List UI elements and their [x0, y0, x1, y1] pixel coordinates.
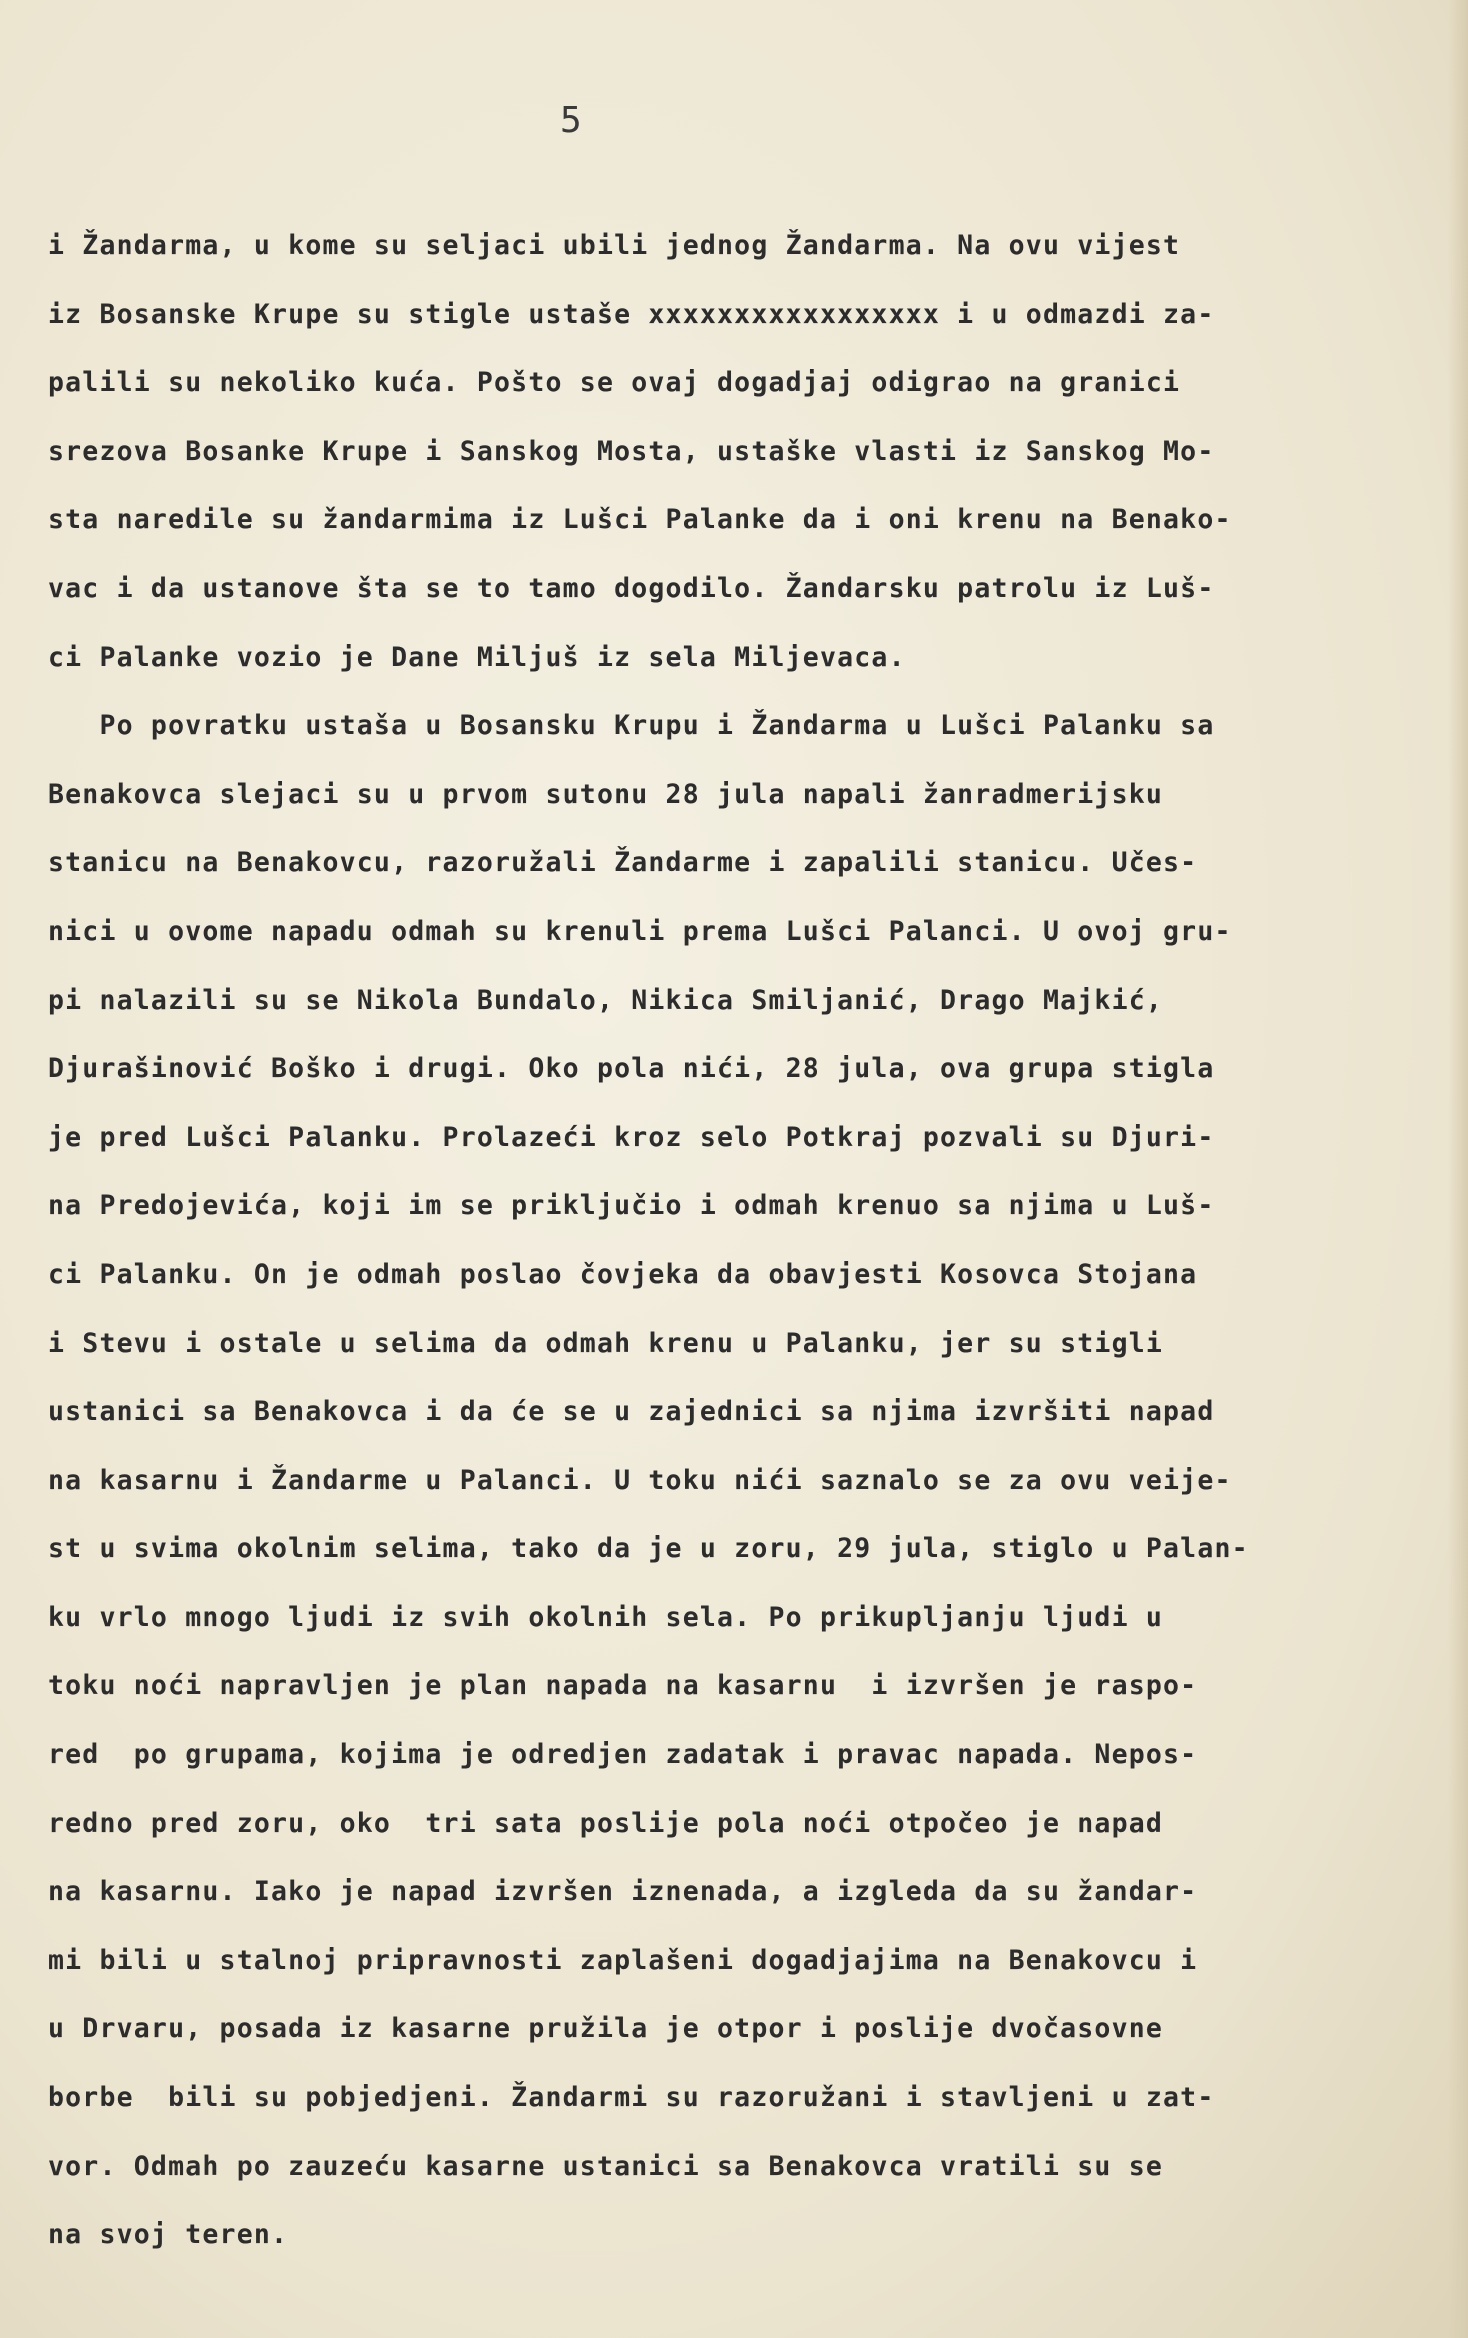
text-line: mi bili u stalnoj pripravnosti zaplašeni dogadjajima na Benakovcu i — [48, 1944, 1198, 1976]
text-line: Djurašinović Boško i drugi. Oko pola nići, 28 jula, ova grupa stigla — [48, 1053, 1215, 1085]
paper-edge — [1448, 0, 1468, 2338]
text-line: redno pred zoru, oko tri sata poslije pola noći otpočeo je napad — [48, 1807, 1164, 1839]
typed-text-body — [48, 212, 1428, 2270]
page-number: 5 — [560, 100, 582, 141]
text-line: iz Bosanske Krupe su stigle ustaše xxxxxxxxxxxxxxxxx i u odmazdi za- — [48, 298, 1215, 330]
text-line: ustanici sa Benakovca i da će se u zajednici sa njima izvršiti napad — [48, 1396, 1215, 1428]
text-line: toku noći napravljen je plan napada na kasarnu i izvršen je raspo- — [48, 1670, 1198, 1702]
text-line: na Predojevića, koji im se priključio i odmah krenuo sa njima u Luš- — [48, 1190, 1215, 1222]
text-line: u Drvaru, posada iz kasarne pružila je otpor i poslije dvočasovne — [48, 2013, 1164, 2045]
text-line: vac i da ustanove šta se to tamo dogodilo. Žandarsku patrolu iz Luš- — [48, 572, 1215, 604]
text-line: srezova Bosanke Krupe i Sanskog Mosta, ustaške vlasti iz Sanskog Mo- — [48, 435, 1215, 467]
text-line: sta naredile su žandarmima iz Lušci Palanke da i oni krenu na Benako- — [48, 504, 1232, 536]
text-line: i Stevu i ostale u selima da odmah krenu u Palanku, jer su stigli — [48, 1327, 1164, 1359]
text-line: i Žandarma, u kome su seljaci ubili jednog Žandarma. Na ovu vijest — [48, 230, 1181, 261]
text-line: na svoj teren. — [48, 2219, 289, 2251]
text-line: palili su nekoliko kuća. Pošto se ovaj dogadjaj odigrao na granici — [48, 367, 1181, 399]
text-line: ku vrlo mnogo ljudi iz svih okolnih sela. Po prikupljanju ljudi u — [48, 1601, 1164, 1633]
text-line: borbe bili su pobjedjeni. Žandarmi su razoružani i stavljeni u zat- — [48, 2082, 1215, 2114]
text-line: ci Palanku. On je odmah poslao čovjeka da obavjesti Kosovca Stojana — [48, 1258, 1198, 1290]
text-line: red po grupama, kojima je odredjen zadatak i pravac napada. Nepos- — [48, 1739, 1198, 1771]
text-line: Po povratku ustaša u Bosansku Krupu i Žandarma u Lušci Palanku sa — [48, 710, 1215, 742]
text-line: ci Palanke vozio je Dane Miljuš iz sela Miljevaca. — [48, 641, 906, 673]
text-line: na kasarnu i Žandarme u Palanci. U toku nići saznalo se za ovu veije- — [48, 1464, 1232, 1496]
text-line: pi nalazili su se Nikola Bundalo, Nikica Smiljanić, Drago Majkić, — [48, 984, 1164, 1016]
text-line: Benakovca slejaci su u prvom sutonu 28 jula napali žanradmerijsku — [48, 778, 1164, 810]
text-line: stanicu na Benakovcu, razoružali Žandarme i zapalili stanicu. Učes- — [48, 847, 1198, 879]
text-line: je pred Lušci Palanku. Prolazeći kroz selo Potkraj pozvali su Djuri- — [48, 1121, 1215, 1153]
text-line: na kasarnu. Iako je napad izvršen iznenada, a izgleda da su žandar- — [48, 1876, 1198, 1908]
text-line: nici u ovome napadu odmah su krenuli prema Lušci Palanci. U ovoj gru- — [48, 915, 1232, 947]
text-line: vor. Odmah po zauzeću kasarne ustanici sa Benakovca vratili su se — [48, 2150, 1164, 2182]
text-line: st u svima okolnim selima, tako da je u zoru, 29 jula, stiglo u Palan- — [48, 1533, 1249, 1565]
